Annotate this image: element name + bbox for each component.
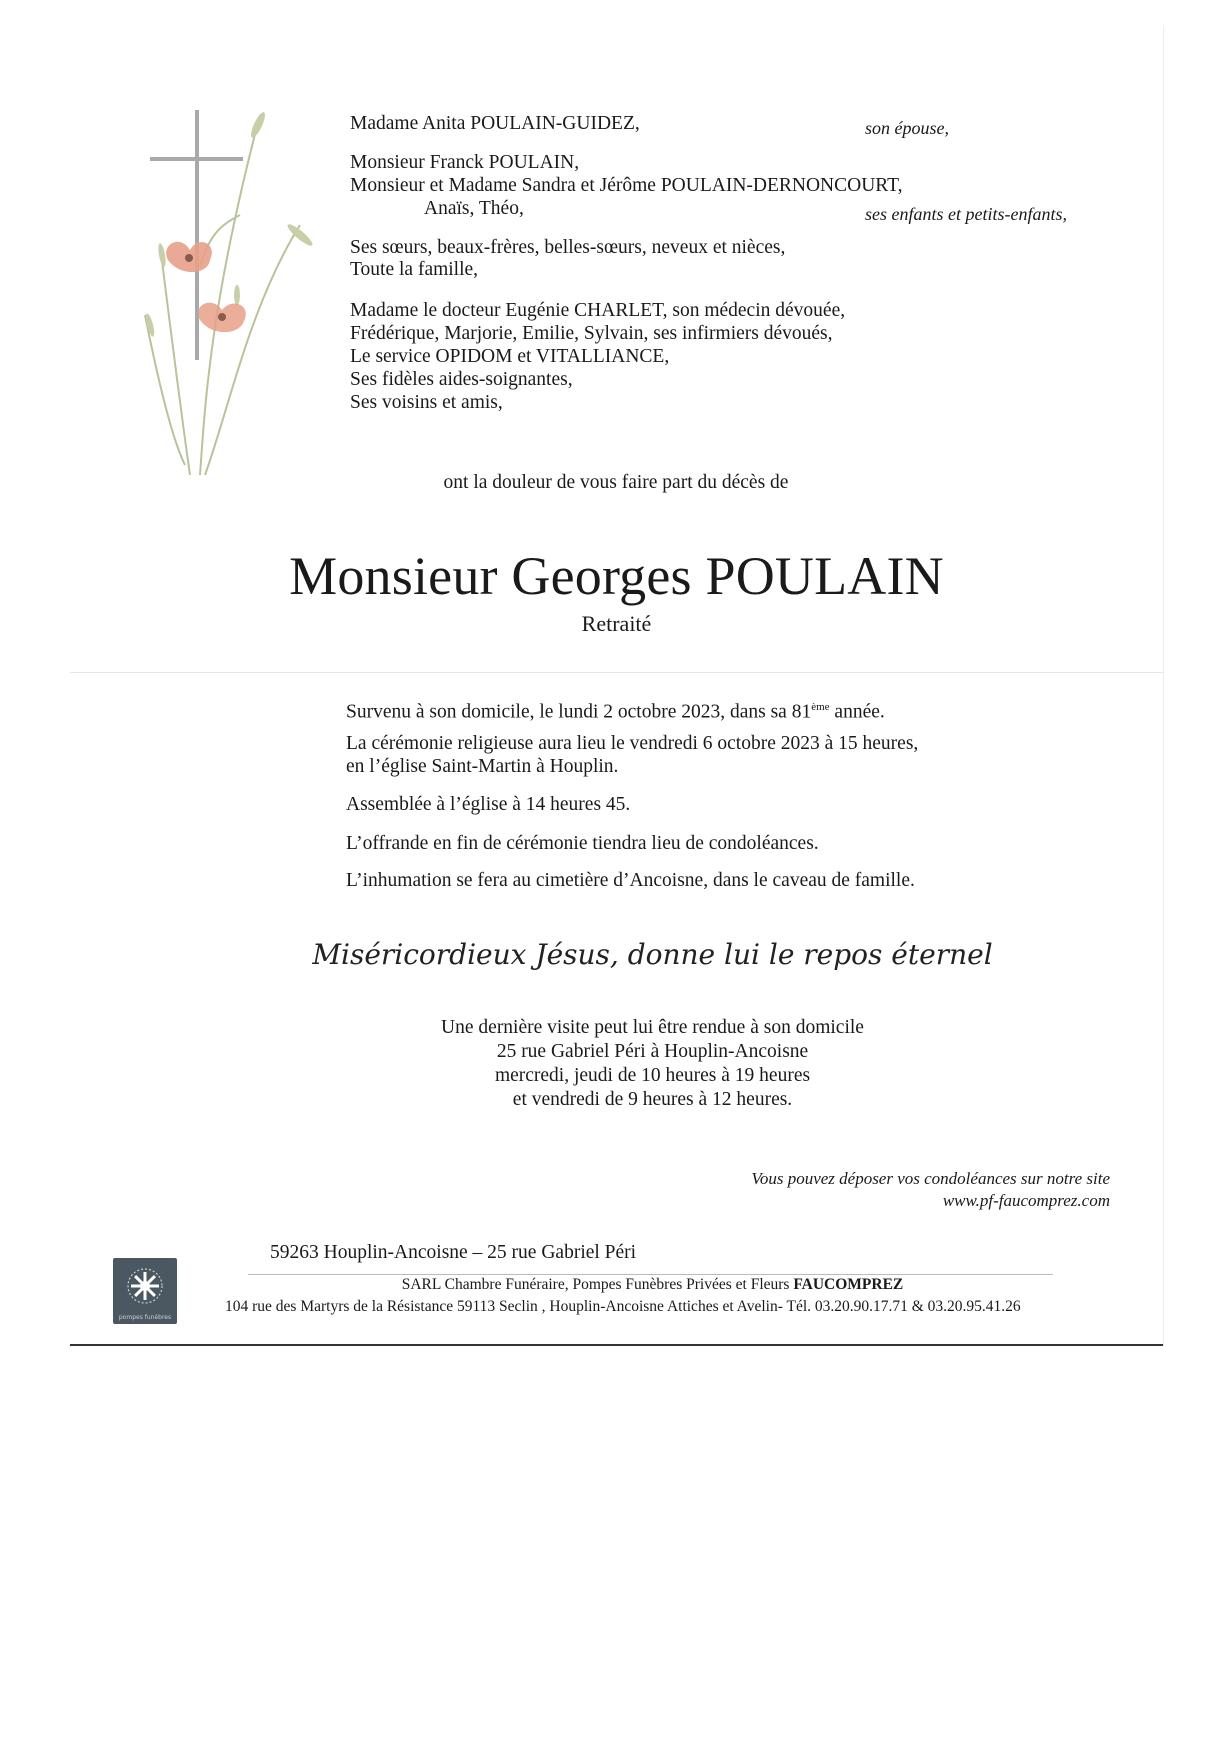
offering-line: L’offrande en fin de cérémonie tiendra lieu de condoléances.	[346, 833, 819, 854]
footer-divider	[248, 1274, 1053, 1275]
cross-poppy-illustration	[140, 105, 340, 485]
family-line: Toute la famille,	[350, 259, 479, 280]
bottom-rule	[70, 1344, 1163, 1346]
company-line	[0, 1276, 1232, 1294]
family-line: Le service OPIDOM et VITALLIANCE,	[350, 346, 670, 367]
deceased-occupation: Retraité	[581, 611, 652, 636]
visit-block	[0, 1016, 1232, 1112]
condolences-text: Vous pouvez déposer vos condoléances sur notre site	[751, 1169, 1110, 1188]
wheat-heads	[144, 111, 315, 338]
company-contact: 104 rue des Martyrs de la Résistance 59113 Seclin , Houplin-Ancoisne Attiches et Avelin- Tél. 03.20.90.17.71 & 03.20.95.41.26	[225, 1298, 1021, 1315]
deceased-name: Monsieur Georges POULAIN	[289, 546, 944, 606]
relation-label: ses enfants et petits-enfants,	[865, 204, 1067, 224]
death-notice-text: Survenu à son domicile, le lundi 2 octobre 2023, dans sa 81	[346, 701, 812, 723]
ceremony-line: La cérémonie religieuse aura lieu le vendredi 6 octobre 2023 à 15 heures,	[346, 733, 919, 754]
company-name: FAUCOMPREZ	[793, 1276, 904, 1293]
condolences-block	[751, 1168, 1110, 1212]
prayer-text: Miséricordieux Jésus, donne lui le repos éternel	[312, 938, 993, 971]
footer-address: 59263 Houplin-Ancoisne – 25 rue Gabriel Péri	[270, 1242, 637, 1263]
death-notice-end: année.	[829, 701, 885, 723]
visit-line: mercredi, jeudi de 10 heures à 19 heures	[494, 1065, 811, 1086]
condolences-url[interactable]: www.pf-faucomprez.com	[942, 1191, 1110, 1210]
family-line: Madame Anita POULAIN-GUIDEZ,	[350, 113, 640, 134]
family-line: Ses fidèles aides-soignantes,	[350, 369, 573, 390]
death-notice	[346, 696, 885, 724]
relation-label: son épouse,	[865, 118, 949, 138]
burial-line: L’inhumation se fera au cimetière d’Ancoisne, dans le caveau de famille.	[346, 870, 915, 891]
visit-line: 25 rue Gabriel Péri à Houplin-Ancoisne	[496, 1041, 809, 1062]
family-line: Frédérique, Marjorie, Emilie, Sylvain, ses infirmiers dévoués,	[350, 323, 833, 344]
poppy-icon	[166, 242, 246, 332]
family-line: Ses voisins et amis,	[350, 392, 503, 413]
family-line: Monsieur et Madame Sandra et Jérôme POULAIN-DERNONCOURT,	[350, 175, 903, 196]
family-line: Monsieur Franck POULAIN,	[350, 152, 580, 173]
visit-line: et vendredi de 9 heures à 12 heures.	[512, 1089, 793, 1110]
assembly-line: Assemblée à l’église à 14 heures 45.	[346, 794, 631, 815]
fold-line	[70, 672, 1163, 673]
ceremony-line: en l’église Saint-Martin à Houplin.	[346, 756, 619, 777]
company-description: SARL Chambre Funéraire, Pompes Funèbres Privées et Fleurs	[401, 1276, 794, 1293]
announcement-text: ont la douleur de vous faire part du décès de	[443, 472, 789, 493]
visit-line: Une dernière visite peut lui être rendue à son domicile	[441, 1017, 864, 1038]
wheat-stalks	[145, 115, 300, 475]
family-line: Ses sœurs, beaux-frères, belles-sœurs, neveux et nièces,	[350, 237, 786, 258]
family-line: Madame le docteur Eugénie CHARLET, son médecin dévouée,	[350, 300, 846, 321]
family-line: Anaïs, Théo,	[424, 198, 524, 219]
ordinal-suffix: ème	[811, 701, 830, 713]
logo-caption: pompes funèbres	[118, 1314, 172, 1321]
